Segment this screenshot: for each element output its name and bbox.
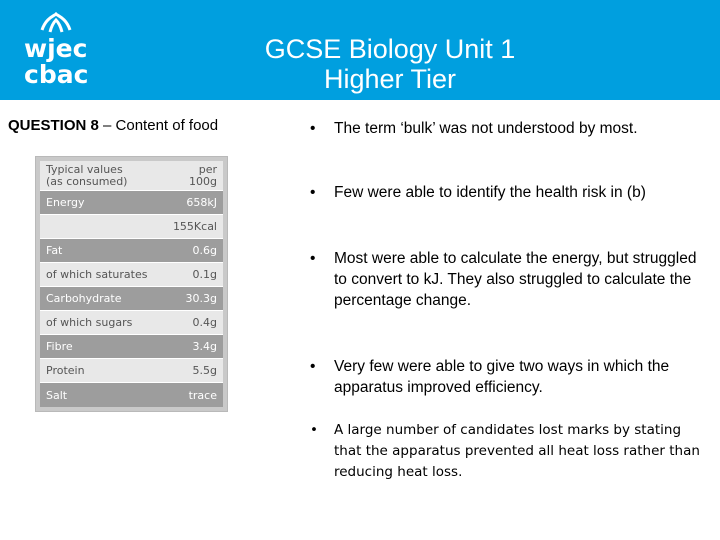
bullet-marker: • — [310, 422, 318, 438]
nutrition-row-name: Energy — [46, 196, 85, 209]
question-heading — [8, 117, 218, 134]
nutrition-header-left-1: Typical values — [46, 162, 123, 176]
header-banner — [0, 0, 720, 100]
nutrition-row-value: 0.4g — [192, 316, 217, 329]
nutrition-row — [40, 215, 223, 239]
nutrition-row-value: 0.1g — [192, 268, 217, 281]
question-topic: – Content of food — [98, 117, 219, 134]
bullet-text: Most were able to calculate the energy, but struggled to convert to kJ. They also struggled to calculate the percentage change. — [334, 250, 697, 309]
nutrition-row — [40, 311, 223, 335]
feedback-bullet — [306, 182, 711, 203]
nutrition-row-value: 3.4g — [192, 340, 217, 353]
nutrition-header-right-1: per — [198, 162, 217, 176]
feedback-bullet — [306, 356, 711, 398]
nutrition-row — [40, 191, 223, 215]
nutrition-row-value: 5.5g — [192, 364, 217, 377]
nutrition-row-name: of which saturates — [46, 268, 148, 281]
nutrition-row-name: Salt — [46, 388, 68, 402]
nutrition-row-name: of which sugars — [46, 316, 133, 329]
nutrition-row — [40, 359, 223, 383]
nutrition-row-value: 0.6g — [192, 244, 217, 257]
title-line-2: Higher Tier — [323, 64, 457, 94]
nutrition-row-name: Fat — [46, 244, 63, 257]
bullet-marker: • — [310, 358, 316, 375]
nutrition-row-value: trace — [188, 388, 217, 402]
nutrition-row-name: Carbohydrate — [46, 292, 122, 305]
bullet-text: The term ‘bulk’ was not understood by most. — [334, 120, 638, 137]
bullet-marker: • — [310, 120, 316, 137]
nutrition-header-row — [40, 161, 223, 191]
bullet-text: Very few were able to give two ways in which the apparatus improved efficiency. — [334, 358, 670, 396]
nutrition-label-image — [35, 156, 228, 412]
title-line-1: GCSE Biology Unit 1 — [264, 34, 516, 64]
nutrition-row-value: 658kJ — [186, 196, 217, 209]
page-title — [200, 34, 580, 94]
bullet-marker: • — [310, 184, 316, 201]
nutrition-header-left-2: (as consumed) — [46, 174, 128, 188]
nutrition-row-value: 30.3g — [185, 292, 217, 305]
logo-text-wjec: wjec — [24, 34, 88, 63]
wjec-cbac-logo — [20, 12, 92, 88]
bullet-marker: • — [310, 250, 316, 267]
question-label: QUESTION 8 — [8, 117, 99, 134]
nutrition-row — [40, 239, 223, 263]
nutrition-row — [40, 335, 223, 359]
feedback-bullet — [306, 118, 711, 139]
logo-text-cbac: cbac — [24, 60, 89, 89]
nutrition-row — [40, 263, 223, 287]
nutrition-row-name: Protein — [46, 364, 85, 377]
nutrition-row-value: 155Kcal — [172, 220, 217, 233]
bullet-text: A large number of candidates lost marks by stating that the apparatus prevented all heat loss rather than reducing heat loss. — [334, 422, 700, 480]
nutrition-row — [40, 383, 223, 407]
nutrition-row-name: Fibre — [46, 340, 73, 353]
feedback-bullet — [306, 420, 711, 483]
feedback-bullet — [306, 248, 711, 311]
nutrition-header-right-2: 100g — [189, 174, 217, 188]
bullet-text: Few were able to identify the health risk in (b) — [334, 184, 646, 201]
nutrition-row — [40, 287, 223, 311]
